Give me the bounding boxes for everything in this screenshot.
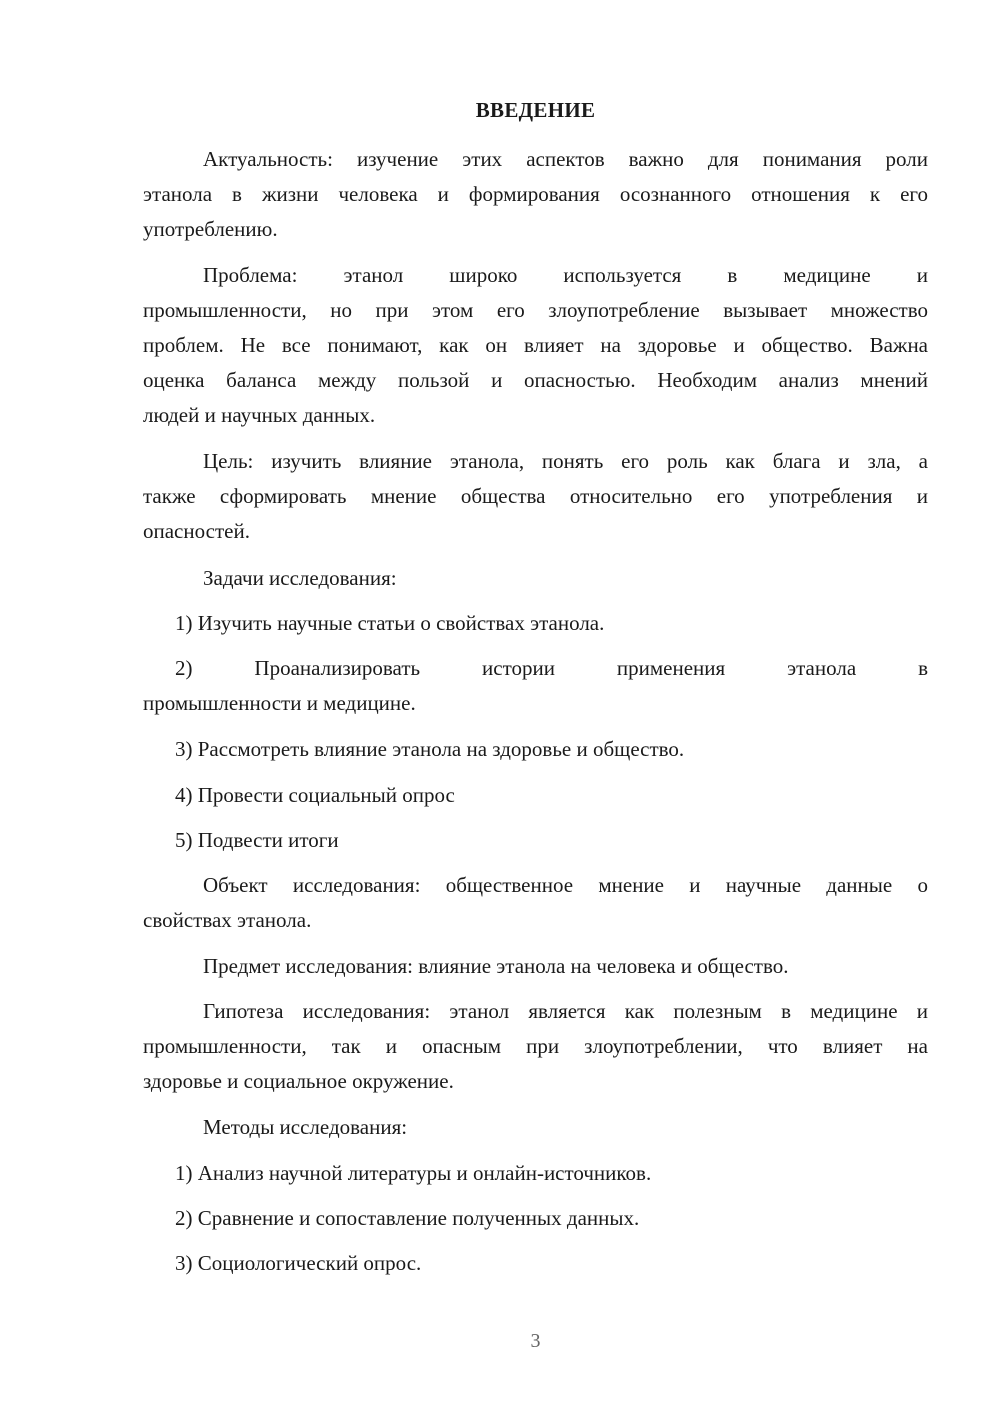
task-item-1: 1) Изучить научные статьи о свойствах этанола. [175, 611, 605, 635]
problem-line: людей и научных данных. [143, 403, 376, 427]
problem-line: оценка баланса между пользой и опасностью. Необходим анализ мнений [143, 368, 928, 392]
relevance-line: Актуальность: изучение этих аспектов важно для понимания роли [203, 147, 928, 171]
hypothesis-line: Гипотеза исследования: этанол является как полезным в медицине и [203, 999, 928, 1023]
goal-line: опасностей. [143, 519, 250, 543]
object-line: свойствах этанола. [143, 908, 312, 932]
methods-heading: Методы исследования: [203, 1115, 408, 1139]
problem-line: Проблема: этанол широко используется в медицине и [203, 263, 928, 287]
goal-line: также сформировать мнение общества относительно его употребления и [143, 484, 928, 508]
method-item-1: 1) Анализ научной литературы и онлайн-источников. [175, 1161, 652, 1185]
tasks-heading: Задачи исследования: [203, 566, 397, 590]
task-item-5: 5) Подвести итоги [175, 828, 339, 852]
task-item-2 [143, 651, 928, 721]
relevance-line: употреблению. [143, 217, 278, 241]
task-item-2-line: 2) Проанализировать истории применения этанола в [175, 656, 928, 680]
hypothesis-line: промышленности, так и опасным при злоупотреблении, что влияет на [143, 1034, 928, 1058]
relevance-line: этанола в жизни человека и формирования осознанного отношения к его [143, 182, 928, 206]
object-line: Объект исследования: общественное мнение и научные данные о [203, 873, 928, 897]
section-title: ВВЕДЕНИЕ [475, 98, 596, 122]
relevance-paragraph [143, 142, 928, 247]
method-item-3: 3) Социологический опрос. [175, 1251, 422, 1275]
task-item-2-line: промышленности и медицине. [143, 691, 416, 715]
problem-paragraph [143, 258, 928, 433]
task-item-3: 3) Рассмотреть влияние этанола на здоровье и общество. [175, 737, 685, 761]
problem-line: промышленности, но при этом его злоупотребление вызывает множество [143, 298, 928, 322]
object-paragraph [143, 868, 928, 938]
hypothesis-paragraph [143, 994, 928, 1099]
goal-line: Цель: изучить влияние этанола, понять его роль как блага и зла, а [203, 449, 928, 473]
document-page [143, 0, 928, 1414]
task-item-4: 4) Провести социальный опрос [175, 783, 455, 807]
method-item-2: 2) Сравнение и сопоставление полученных данных. [175, 1206, 640, 1230]
page-number: 3 [530, 1330, 541, 1352]
subject-paragraph: Предмет исследования: влияние этанола на человека и общество. [203, 954, 789, 978]
problem-line: проблем. Не все понимают, как он влияет на здоровье и общество. Важна [143, 333, 928, 357]
goal-paragraph [143, 444, 928, 549]
hypothesis-line: здоровье и социальное окружение. [143, 1069, 454, 1093]
